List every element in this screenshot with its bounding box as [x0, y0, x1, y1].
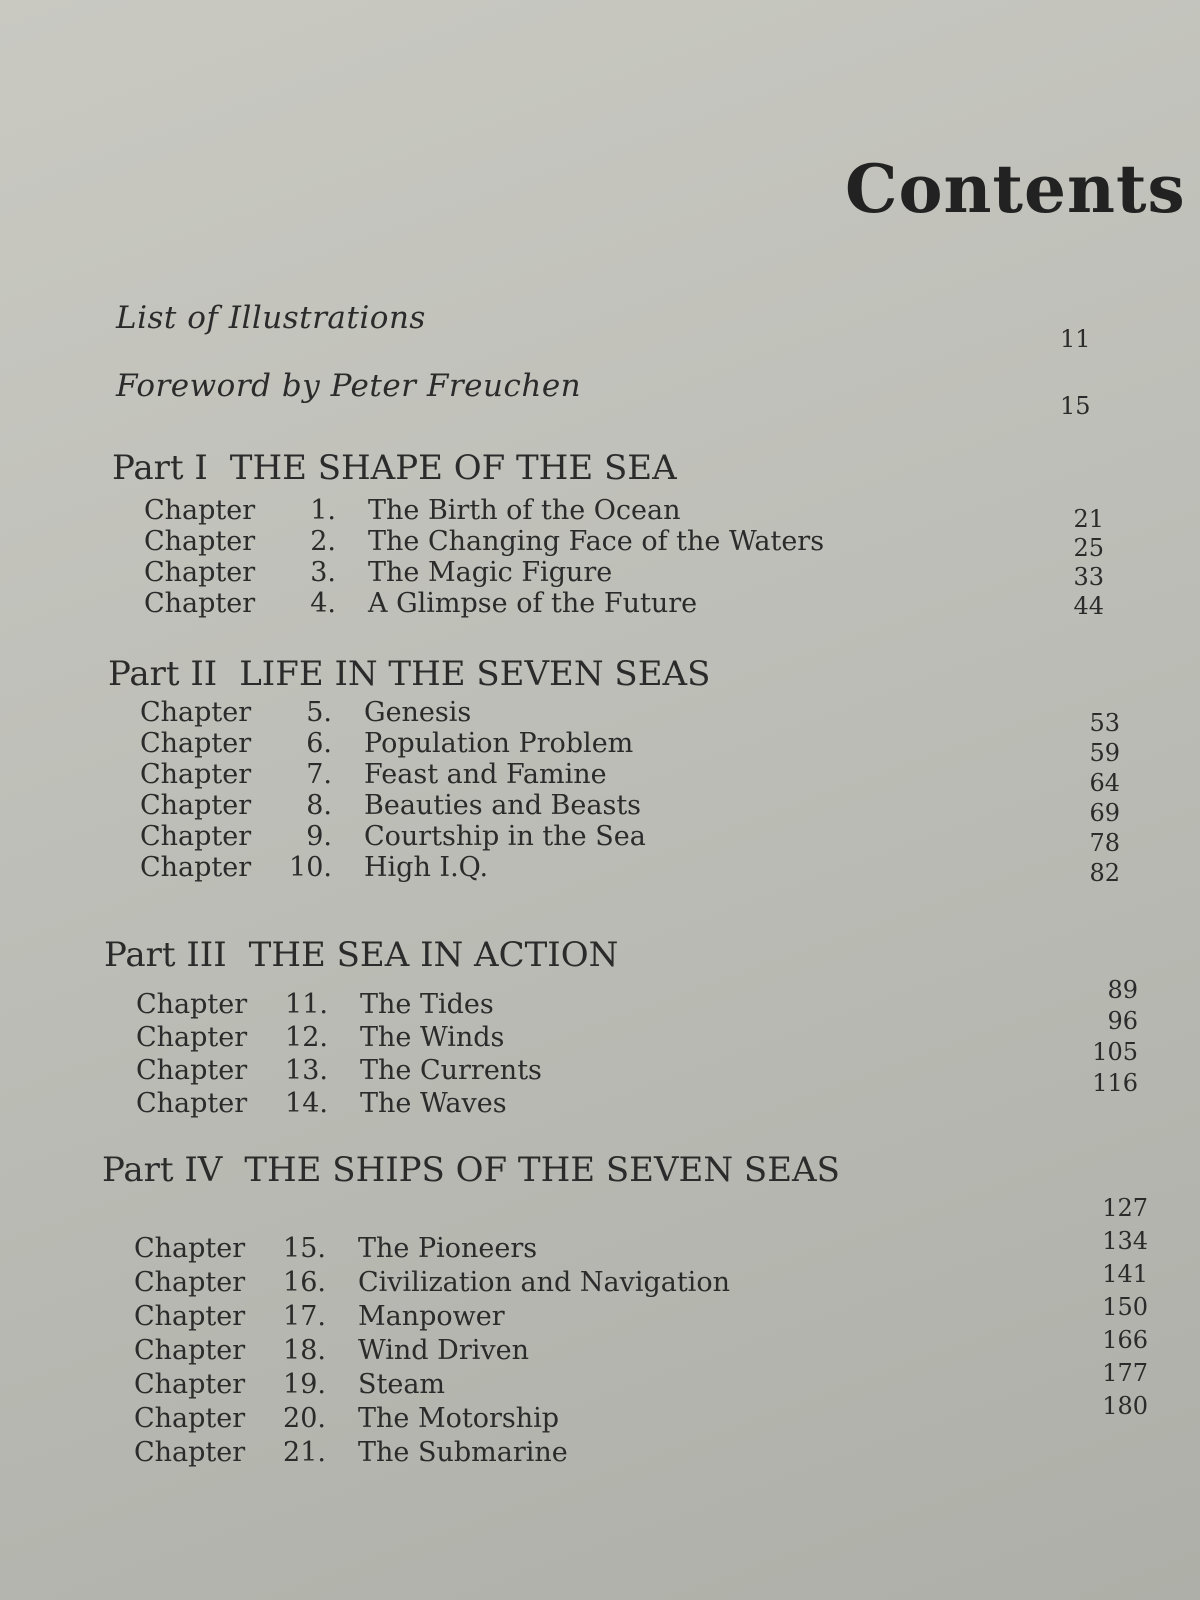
chapter-entry	[144, 495, 824, 526]
chapter-word: Chapter	[144, 495, 256, 526]
page-number-column	[1068, 1192, 1148, 1423]
chapter-entry	[140, 728, 646, 759]
part-title: THE SEA IN ACTION	[248, 935, 619, 975]
chapter-title: Population Problem	[364, 728, 634, 759]
page-number: 44	[1073, 592, 1104, 620]
front-matter-label: Foreword by Peter Freuchen	[116, 368, 582, 404]
chapter-word: Chapter	[140, 759, 252, 790]
chapter-title: Wind Driven	[358, 1335, 529, 1366]
chapter-entry	[144, 588, 824, 619]
chapter-word: Chapter	[140, 852, 252, 883]
page-number: 180	[1102, 1392, 1148, 1420]
chapter-word: Chapter	[134, 1301, 246, 1332]
part-heading	[102, 1150, 840, 1190]
part-number: Part I	[112, 448, 208, 488]
chapter-number: 19.	[283, 1369, 326, 1400]
page-number-column	[1058, 975, 1138, 1099]
chapter-word: Chapter	[140, 728, 252, 759]
chapter-word: Chapter	[144, 588, 256, 619]
page-number: 105	[1092, 1038, 1138, 1066]
chapter-word: Chapter	[136, 989, 248, 1020]
part-number: Part III	[104, 935, 227, 975]
chapter-entry	[134, 1436, 730, 1470]
page-number: 69	[1089, 799, 1120, 827]
chapter-number: 18.	[283, 1335, 326, 1366]
part-number: Part IV	[102, 1150, 223, 1190]
part-heading	[108, 654, 710, 694]
chapter-title: A Glimpse of the Future	[368, 588, 698, 619]
page-number: 177	[1102, 1359, 1148, 1387]
page-number: 96	[1107, 1007, 1138, 1035]
chapter-entry	[136, 1087, 542, 1120]
chapter-entry	[136, 1021, 542, 1054]
chapter-title: The Winds	[360, 1022, 505, 1053]
chapter-entry	[134, 1402, 730, 1436]
part-title: THE SHAPE OF THE SEA	[229, 448, 677, 488]
chapter-number: 14.	[285, 1088, 328, 1119]
chapter-number: 9.	[306, 821, 332, 852]
chapter-title: The Tides	[360, 989, 494, 1020]
front-matter-label: List of Illustrations	[116, 300, 426, 336]
chapter-list	[136, 988, 542, 1120]
chapter-entry	[144, 557, 824, 588]
chapter-word: Chapter	[134, 1335, 246, 1366]
chapter-word: Chapter	[134, 1267, 246, 1298]
part-number: Part II	[108, 654, 218, 694]
chapter-word: Chapter	[136, 1055, 248, 1086]
chapter-word: Chapter	[134, 1369, 246, 1400]
page-number: 127	[1102, 1194, 1148, 1222]
page-title: Contents	[845, 150, 1186, 228]
chapter-word: Chapter	[136, 1088, 248, 1119]
chapter-entry	[134, 1232, 730, 1266]
chapter-entry	[134, 1334, 730, 1368]
chapter-entry	[140, 759, 646, 790]
chapter-number: 2.	[310, 526, 336, 557]
front-matter-page: 11	[1060, 325, 1091, 353]
chapter-number: 6.	[306, 728, 332, 759]
page-number: 116	[1092, 1069, 1138, 1097]
page-number: 33	[1073, 563, 1104, 591]
chapter-entry	[134, 1368, 730, 1402]
chapter-word: Chapter	[140, 697, 252, 728]
page-number: 141	[1102, 1260, 1148, 1288]
page-number: 134	[1102, 1227, 1148, 1255]
chapter-title: Courtship in the Sea	[364, 821, 646, 852]
chapter-number: 15.	[283, 1233, 326, 1264]
chapter-number: 16.	[283, 1267, 326, 1298]
chapter-word: Chapter	[134, 1233, 246, 1264]
chapter-number: 21.	[283, 1437, 326, 1468]
chapter-word: Chapter	[134, 1437, 246, 1468]
chapter-title: The Magic Figure	[368, 557, 613, 588]
chapter-entry	[134, 1300, 730, 1334]
chapter-number: 20.	[283, 1403, 326, 1434]
page-number: 59	[1089, 739, 1120, 767]
chapter-number: 7.	[306, 759, 332, 790]
chapter-number: 8.	[306, 790, 332, 821]
chapter-title: Beauties and Beasts	[364, 790, 642, 821]
page-number: 78	[1089, 829, 1120, 857]
chapter-word: Chapter	[140, 790, 252, 821]
chapter-entry	[144, 526, 824, 557]
chapter-title: Manpower	[358, 1301, 505, 1332]
chapter-number: 10.	[289, 852, 332, 883]
chapter-entry	[136, 988, 542, 1021]
chapter-title: The Currents	[360, 1055, 542, 1086]
part-heading	[112, 448, 677, 488]
chapter-entry	[140, 821, 646, 852]
chapter-entry	[134, 1266, 730, 1300]
chapter-word: Chapter	[144, 526, 256, 557]
chapter-number: 12.	[285, 1022, 328, 1053]
page-number: 21	[1073, 505, 1104, 533]
chapter-entry	[140, 852, 646, 883]
chapter-title: The Submarine	[358, 1437, 568, 1468]
chapter-title: The Motorship	[358, 1403, 560, 1434]
chapter-number: 5.	[306, 697, 332, 728]
page-number: 64	[1089, 769, 1120, 797]
chapter-number: 17.	[283, 1301, 326, 1332]
chapter-number: 3.	[310, 557, 336, 588]
page-number: 53	[1089, 709, 1120, 737]
chapter-title: Feast and Famine	[364, 759, 607, 790]
chapter-title: Genesis	[364, 697, 472, 728]
chapter-number: 11.	[285, 989, 328, 1020]
front-matter-page: 15	[1060, 392, 1091, 420]
chapter-word: Chapter	[144, 557, 256, 588]
chapter-title: The Birth of the Ocean	[368, 495, 681, 526]
chapter-list	[140, 697, 646, 883]
chapter-title: Steam	[358, 1369, 446, 1400]
chapter-title: The Waves	[360, 1088, 507, 1119]
chapter-title: The Changing Face of the Waters	[368, 526, 825, 557]
chapter-number: 13.	[285, 1055, 328, 1086]
page-number: 25	[1073, 534, 1104, 562]
part-heading	[104, 935, 618, 975]
chapter-word: Chapter	[134, 1403, 246, 1434]
page-number-column	[1024, 505, 1104, 621]
chapter-entry	[140, 790, 646, 821]
chapter-entry	[136, 1054, 542, 1087]
page-number: 150	[1102, 1293, 1148, 1321]
part-title: LIFE IN THE SEVEN SEAS	[239, 654, 711, 694]
chapter-word: Chapter	[136, 1022, 248, 1053]
chapter-entry	[140, 697, 646, 728]
chapter-title: High I.Q.	[364, 852, 489, 883]
chapter-title: Civilization and Navigation	[358, 1267, 730, 1298]
chapter-number: 4.	[310, 588, 336, 619]
page-number: 82	[1089, 859, 1120, 887]
chapter-number: 1.	[310, 495, 336, 526]
chapter-list	[144, 495, 824, 619]
chapter-title: The Pioneers	[358, 1233, 538, 1264]
page-number: 166	[1102, 1326, 1148, 1354]
page-number-column	[1040, 708, 1120, 888]
page-number: 89	[1107, 976, 1138, 1004]
part-title: THE SHIPS OF THE SEVEN SEAS	[244, 1150, 840, 1190]
chapter-list	[134, 1232, 730, 1470]
chapter-word: Chapter	[140, 821, 252, 852]
